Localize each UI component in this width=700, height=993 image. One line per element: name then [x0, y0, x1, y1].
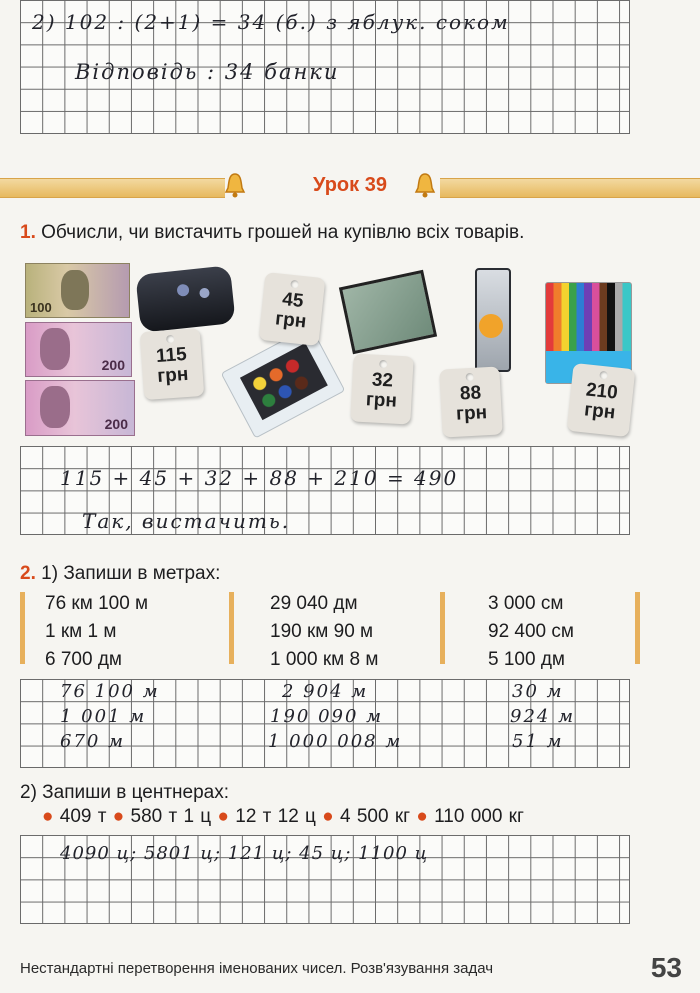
task2-heading	[20, 563, 220, 585]
ans-col3-line: 51 м	[512, 731, 564, 752]
task2-part1-title: 1) Запиши в метрах:	[41, 563, 221, 584]
footer-topic: Нестандартні перетворення іменованих чисел. Розв'язування задач	[20, 960, 494, 977]
task1-text: Обчисли, чи вистачить грошей на купівлю всіх товарів.	[41, 222, 525, 243]
banknote	[25, 380, 135, 436]
task2-part2-items	[42, 806, 524, 828]
measure-item: 6 700 дм	[45, 649, 122, 670]
paint-palette	[240, 343, 328, 420]
weight-item: 4 500 кг	[340, 806, 411, 827]
weight-item: 110 000 кг	[434, 806, 524, 827]
column-bar	[229, 592, 234, 664]
compass-set-image	[475, 268, 511, 372]
ans-col2-line: 1 000 008 м	[268, 731, 403, 752]
top-answer-line2: Відповідь : 34 банки	[75, 60, 340, 84]
measure-item: 5 100 дм	[488, 649, 565, 670]
task1-number: 1.	[20, 222, 36, 243]
column-bar	[635, 592, 640, 664]
task1-answer-line1: 115 + 45 + 32 + 88 + 210 = 490	[60, 466, 459, 490]
price-amount: 32	[371, 369, 394, 392]
pencil-case-pattern	[199, 287, 210, 298]
page-number: 53	[650, 952, 682, 983]
weight-item: 580 т 1 ц	[130, 806, 212, 827]
ans-col1-line: 76 100 м	[60, 681, 160, 702]
price-tag	[259, 272, 326, 346]
ans-col3-line: 924 м	[510, 706, 576, 727]
price-amount: 45	[281, 288, 305, 313]
column-bar	[20, 592, 25, 664]
price-tag	[439, 366, 502, 437]
weight-item: 409 т	[59, 806, 107, 827]
ans-col1-line: 670 м	[60, 731, 126, 752]
banknote-value: 100	[30, 300, 52, 315]
banknote-portrait	[40, 328, 70, 370]
compass-dial	[479, 314, 503, 338]
price-unit: грн	[455, 402, 488, 425]
ans-col2-line: 2 904 м	[282, 681, 369, 702]
bullet-icon: ●	[112, 806, 125, 827]
measure-item: 76 км 100 м	[45, 593, 149, 614]
banknote-value: 200	[104, 416, 128, 432]
measure-column-3	[488, 590, 574, 674]
banknote-portrait	[40, 386, 70, 428]
banknote-value: 200	[101, 357, 125, 373]
pencil-case-image	[135, 265, 236, 333]
ans-col1-line: 1 001 м	[60, 706, 147, 727]
ans-col2-line: 190 090 м	[270, 706, 384, 727]
price-unit: грн	[365, 389, 398, 412]
ans-col3-line: 30 м	[512, 681, 564, 702]
price-unit: грн	[583, 399, 617, 424]
task2-part2-title: 2) Запиши в центнерах:	[20, 782, 230, 803]
column-bar	[440, 592, 445, 664]
watercolor-box-image	[221, 325, 346, 438]
top-answer-line1: 2) 102 : (2+1) = 34 (б.) з яблук. соком	[32, 10, 510, 34]
bell-icon	[414, 172, 436, 198]
task2-number: 2.	[20, 563, 36, 584]
lesson-title: Урок 39	[313, 174, 387, 196]
measure-item: 3 000 см	[488, 593, 564, 614]
weight-item: 12 т 12 ц	[235, 806, 316, 827]
price-amount: 115	[155, 343, 188, 368]
bullet-icon: ●	[322, 806, 334, 827]
task1-heading	[20, 222, 524, 244]
measure-item: 1 000 км 8 м	[270, 649, 379, 670]
measure-item: 190 км 90 м	[270, 621, 374, 642]
pencil-case-pattern	[176, 284, 189, 297]
price-tag	[350, 353, 413, 424]
bullet-icon: ●	[217, 806, 229, 827]
price-tag	[567, 363, 636, 437]
measure-column-2	[270, 590, 378, 674]
measure-column-1	[45, 590, 148, 674]
measure-item: 29 040 дм	[270, 593, 358, 614]
price-unit: грн	[156, 363, 189, 388]
bullet-icon: ●	[42, 806, 54, 827]
measure-item: 92 400 см	[488, 621, 574, 642]
bullet-icon: ●	[416, 806, 428, 827]
banknote-portrait	[61, 270, 89, 310]
price-amount: 88	[459, 382, 482, 405]
banknote	[25, 263, 130, 318]
price-amount: 210	[585, 379, 619, 404]
price-unit: грн	[274, 308, 308, 333]
sketchbook-image	[339, 270, 437, 354]
task1-answer-line2: Так, вистачить.	[82, 509, 291, 533]
price-tag	[140, 328, 205, 400]
measure-item: 1 км 1 м	[45, 621, 117, 642]
task2-part2-answer: 4090 ц; 5801 ц; 121 ц; 45 ц; 1100 ц	[60, 843, 429, 864]
banknote	[25, 322, 132, 377]
